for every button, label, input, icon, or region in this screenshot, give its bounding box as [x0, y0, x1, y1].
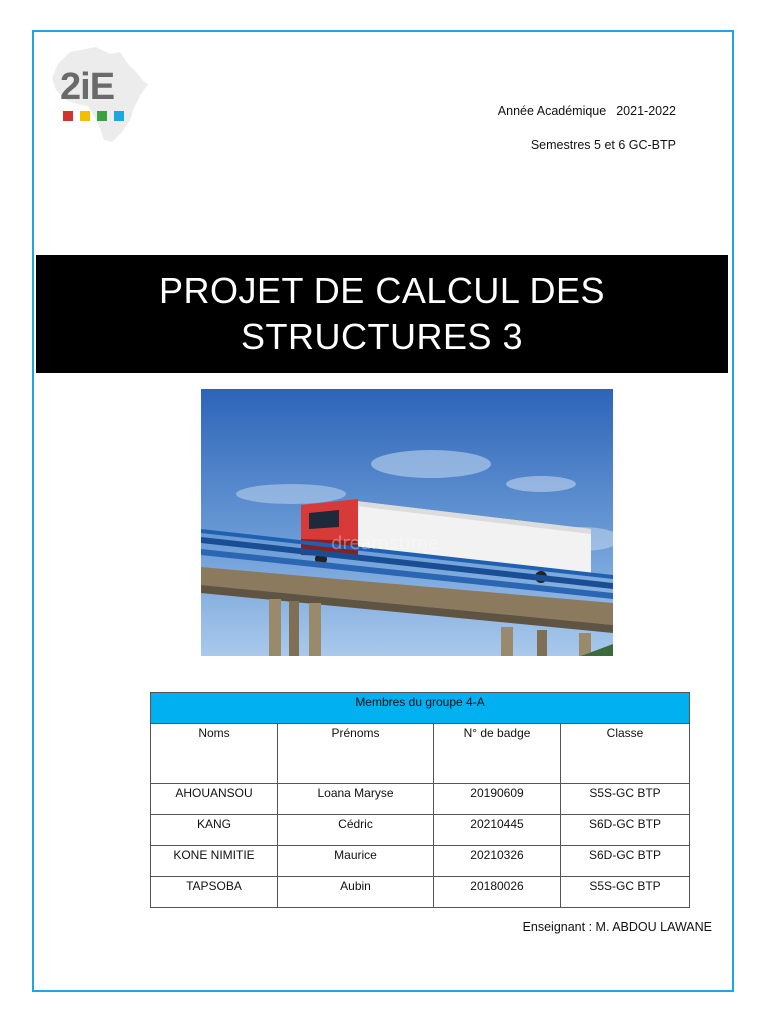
table-row: [151, 815, 690, 846]
2ie-logo: [48, 44, 150, 144]
members-table: [150, 692, 690, 908]
cell-badge: 20210326: [434, 846, 561, 877]
cell-nom: TAPSOBA: [151, 877, 278, 908]
teacher-line: Enseignant : M. ABDOU LAWANE: [522, 920, 712, 934]
header-badge: N° de badge: [434, 724, 561, 784]
table-row: [151, 784, 690, 815]
cell-badge: 20190609: [434, 784, 561, 815]
cell-prenom: Loana Maryse: [278, 784, 434, 815]
cell-nom: AHOUANSOU: [151, 784, 278, 815]
header-prenoms: Prénoms: [278, 724, 434, 784]
table-row: [151, 877, 690, 908]
cell-classe: S6D-GC BTP: [561, 815, 690, 846]
cell-nom: KONE NIMITIE: [151, 846, 278, 877]
cell-badge: 20180026: [434, 877, 561, 908]
header-noms: Noms: [151, 724, 278, 784]
semesters-line: Semestres 5 et 6 GC-BTP: [530, 138, 676, 152]
cell-badge: 20210445: [434, 815, 561, 846]
logo-text: 2iE: [60, 66, 115, 108]
table-row: [151, 846, 690, 877]
logo-dot-yellow: [80, 111, 90, 121]
truck-bridge-photo: [201, 389, 613, 656]
cell-classe: S6D-GC BTP: [561, 846, 690, 877]
cell-classe: S5S-GC BTP: [561, 877, 690, 908]
cell-prenom: Cédric: [278, 815, 434, 846]
academic-year-value: 2021-2022: [616, 104, 676, 118]
cell-nom: KANG: [151, 815, 278, 846]
cell-prenom: Aubin: [278, 877, 434, 908]
photo-watermark: dreamstime: [331, 533, 440, 554]
header-classe: Classe: [561, 724, 690, 784]
cell-prenom: Maurice: [278, 846, 434, 877]
logo-dots: [63, 111, 124, 121]
academic-year-label: Année Académique: [497, 104, 607, 118]
academic-year-line: [498, 104, 676, 118]
group-title: Membres du groupe 4-A: [151, 693, 690, 724]
title-band: [36, 255, 728, 373]
logo-dot-green: [97, 111, 107, 121]
document-title: PROJET DE CALCUL DES STRUCTURES 3: [158, 270, 606, 357]
cell-classe: S5S-GC BTP: [561, 784, 690, 815]
header-info: [498, 104, 676, 152]
logo-dot-red: [63, 111, 73, 121]
logo-dot-blue: [114, 111, 124, 121]
